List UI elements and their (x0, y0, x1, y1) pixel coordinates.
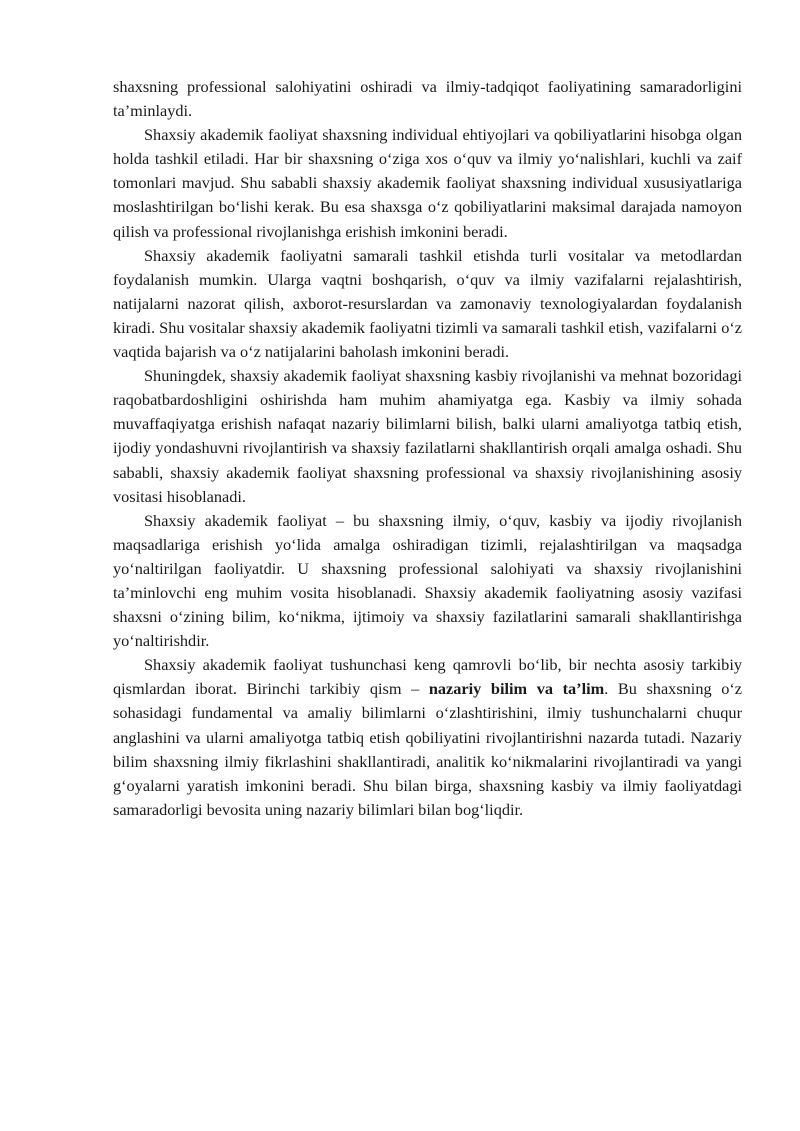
paragraph-components-rest: . Bu shaxsning o‘z sohasidagi fundamental va amaliy bilimlarni o‘zlashtirishini, ilmiy tushunchalarni chuqur anglashini va ularni amaliyotga tatbiq etish qobiliyatini rivojlantirishni nazarda tutadi. Nazariy bilim shaxsning ilmiy fikrlashini shakllantiradi, analitik ko‘nikmalarini rivojlantiradi va yangi g‘oyalarni yaratish imkonini beradi. Shu bilan birga, shaxsning kasbiy va ilmiy faoliyatdagi samaradorligi bevosita uning nazariy bilimlari bilan bog‘liqdir. (113, 679, 742, 819)
document-page (113, 75, 742, 822)
paragraph-career-development: Shuningdek, shaxsiy akademik faoliyat shaxsning kasbiy rivojlanishi va mehnat bozoridagi raqobatbardoshligini oshirishda ham muhim ahamiyatga ega. Kasbiy va ilmiy sohada muvaffaqiyatga erishish nafaqat nazariy bilimlarni bilish, balki ularni amaliyotga tatbiq etish, ijodiy yondashuvni rivojlantirish va shaxsiy fazilatlarni shakllantirish orqali amalga oshadi. Shu sababli, shaxsiy akademik faoliyat shaxsning professional va shaxsiy rivojlanishining asosiy vositasi hisoblanadi. (113, 366, 742, 506)
paragraph-individual-needs: Shaxsiy akademik faoliyat shaxsning individual ehtiyojlari va qobiliyatlarini hisobga olgan holda tashkil etiladi. Har bir shaxsning o‘ziga xos o‘quv va ilmiy yo‘nalishlari, kuchli va zaif tomonlari mavjud. Shu sababli shaxsiy akademik faoliyat shaxsning individual xususiyatlariga moslashtirilgan bo‘lishi kerak. Bu esa shaxsga o‘z qobiliyatlarini maksimal darajada namoyon qilish va professional rivojlanishga erishish imkonini beradi. (113, 125, 742, 241)
paragraph-continuation: shaxsning professional salohiyatini oshiradi va ilmiy-tadqiqot faoliyatining samaradorligini ta’minlaydi. (113, 77, 742, 121)
paragraph-tools-and-methods: Shaxsiy akademik faoliyatni samarali tashkil etishda turli vositalar va metodlardan foydalanish mumkin. Ularga vaqtni boshqarish, o‘quv va ilmiy vazifalarni rejalashtirish, natijalarni nazorat qilish, axborot-resurslardan va zamonaviy texnologiyalardan foydalanish kiradi. Shu vositalar shaxsiy akademik faoliyatni tizimli va samarali tashkil etish, vazifalarni o‘z vaqtida bajarish va o‘z natijalarini baholash imkonini beradi. (113, 245, 742, 362)
bold-term-theoretical-knowledge: nazariy bilim va ta’lim (428, 679, 605, 699)
paragraph-components-intro: Shaxsiy akademik faoliyat tushunchasi keng qamrovli bo‘lib, bir nechta asosiy tarkibiy qismlardan iborat. Birinchi tarkibiy qism – (113, 655, 742, 699)
paragraph-components (113, 653, 742, 822)
paragraph-definition: Shaxsiy akademik faoliyat – bu shaxsning ilmiy, o‘quv, kasbiy va ijodiy rivojlanish maqsadlariga erishish yo‘lida amalga oshiradigan tizimli, rejalashtirilgan va maqsadga yo‘naltirilgan faoliyatdir. U shaxsning professional salohiyati va shaxsiy rivojlanishini ta’minlovchi eng muhim vosita hisoblanadi. Shaxsiy akademik faoliyatning asosiy vazifasi shaxsni o‘zining bilim, ko‘nikma, ijtimoiy va shaxsiy fazilatlarini samarali shakllantirishga yo‘naltirishdir. (113, 510, 742, 651)
